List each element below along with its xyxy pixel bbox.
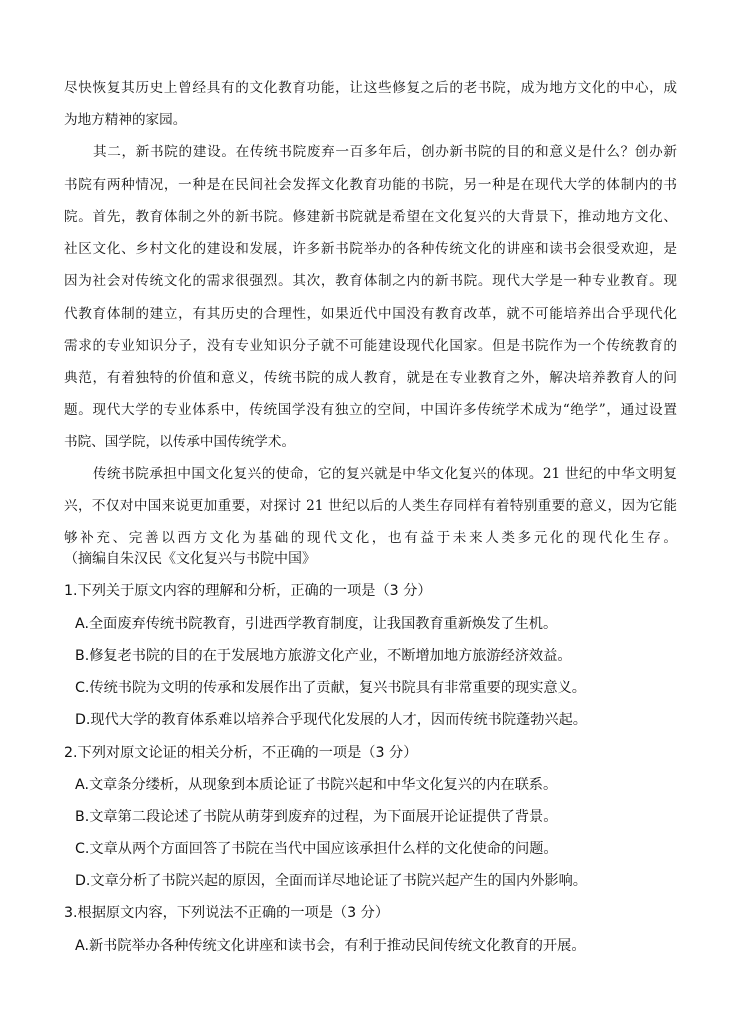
paragraph-1-line-1: 尽快恢复其历史上曾经具有的文化教育功能，让这些修复之后的老书院，成为地方文化的中心，成 <box>64 80 677 96</box>
question-1-stem: 1.下列关于原文内容的理解和分析，正确的一项是（3 分） <box>64 583 432 599</box>
question-3-option-a: A.新书院举办各种传统文化讲座和读书会，有利于推动民间传统文化教育的开展。 <box>75 938 586 954</box>
paragraph-2-line-2: 书院有两种情况，一种是在民间社会发挥文化教育功能的书院，另一种是在现代大学的体制内的书 <box>64 177 677 193</box>
paragraph-2-line-8: 典范，有着独特的价值和意义，传统书院的成人教育，就是在专业教育之外，解决培养教育人的问 <box>64 370 677 386</box>
paragraph-2-line-3: 院。首先，教育体制之外的新书院。修建新书院就是希望在文化复兴的大背景下，推动地方文化、 <box>64 209 677 225</box>
question-3-stem: 3.根据原文内容，下列说法不正确的一项是（3 分） <box>64 905 390 921</box>
question-2-option-c: C.文章从两个方面回答了书院在当代中国应该承担什么样的文化使命的问题。 <box>75 841 558 857</box>
source-citation: （摘编自朱汉民《文化复兴与书院中国》 <box>64 551 316 567</box>
paragraph-2-line-1: 其二，新书院的建设。在传统书院废弃一百多年后，创办新书院的目的和意义是什么？创办新 <box>93 144 677 160</box>
paragraph-2-line-7: 需求的专业知识分子，没有专业知识分子就不可能建设现代化国家。但是书院作为一个传统教育的 <box>64 338 677 354</box>
paragraph-2-line-4: 社区文化、乡村文化的建设和发展，许多新书院举办的各种传统文化的讲座和读书会很受欢迎，是 <box>64 241 677 257</box>
question-1-option-a: A.全面废弃传统书院教育，引进西学教育制度，让我国教育重新焕发了生机。 <box>75 616 558 632</box>
question-2-option-b: B.文章第二段论述了书院从萌芽到废弃的过程，为下面展开论证提供了背景。 <box>75 809 558 825</box>
paragraph-2-line-9: 题。现代大学的专业体系中，传统国学没有独立的空间，中国许多传统学术成为“绝学”，通过设置 <box>64 402 677 418</box>
question-1-option-b: B.修复老书院的目的在于发展地方旅游文化产业，不断增加地方旅游经济效益。 <box>75 648 572 664</box>
paragraph-2-line-5: 因为社会对传统文化的需求很强烈。其次，教育体制之内的新书院。现代大学是一种专业教育。现 <box>64 273 677 289</box>
paragraph-1-line-2: 为地方精神的家园。 <box>64 112 187 128</box>
question-1-option-c: C.传统书院为文明的传承和发展作出了贡献，复兴书院具有非常重要的现实意义。 <box>75 680 586 696</box>
question-2-option-d: D.文章分析了书院兴起的原因，全面而详尽地论证了书院兴起产生的国内外影响。 <box>75 873 587 889</box>
paragraph-3-line-1: 传统书院承担中国文化复兴的使命，它的复兴就是中华文化复兴的体现。21 世纪的中华文明复 <box>93 466 677 482</box>
question-2-option-a: A.文章条分缕析，从现象到本质论证了书院兴起和中华文化复兴的内在联系。 <box>75 777 558 793</box>
paragraph-3-line-3: 够补充、完善以西方文化为基础的现代文化，也有益于未来人类多元化的现代化生存。 <box>64 530 677 546</box>
paragraph-2-line-10: 书院、国学院，以传承中国传统学术。 <box>64 434 296 450</box>
question-2-stem: 2.下列对原文论证的相关分析，不正确的一项是（3 分） <box>64 745 418 761</box>
paragraph-2-line-6: 代教育体制的建立，有其历史的合理性，如果近代中国没有教育改革，就不可能培养出合乎现代化 <box>64 306 677 322</box>
question-1-option-d: D.现代大学的教育体系难以培养合乎现代化发展的人才，因而传统书院蓬勃兴起。 <box>75 712 587 728</box>
paragraph-3-line-2: 兴，不仅对中国来说更加重要，对探讨 21 世纪以后的人类生存同样有着特别重要的意义，因为它能 <box>64 498 677 514</box>
